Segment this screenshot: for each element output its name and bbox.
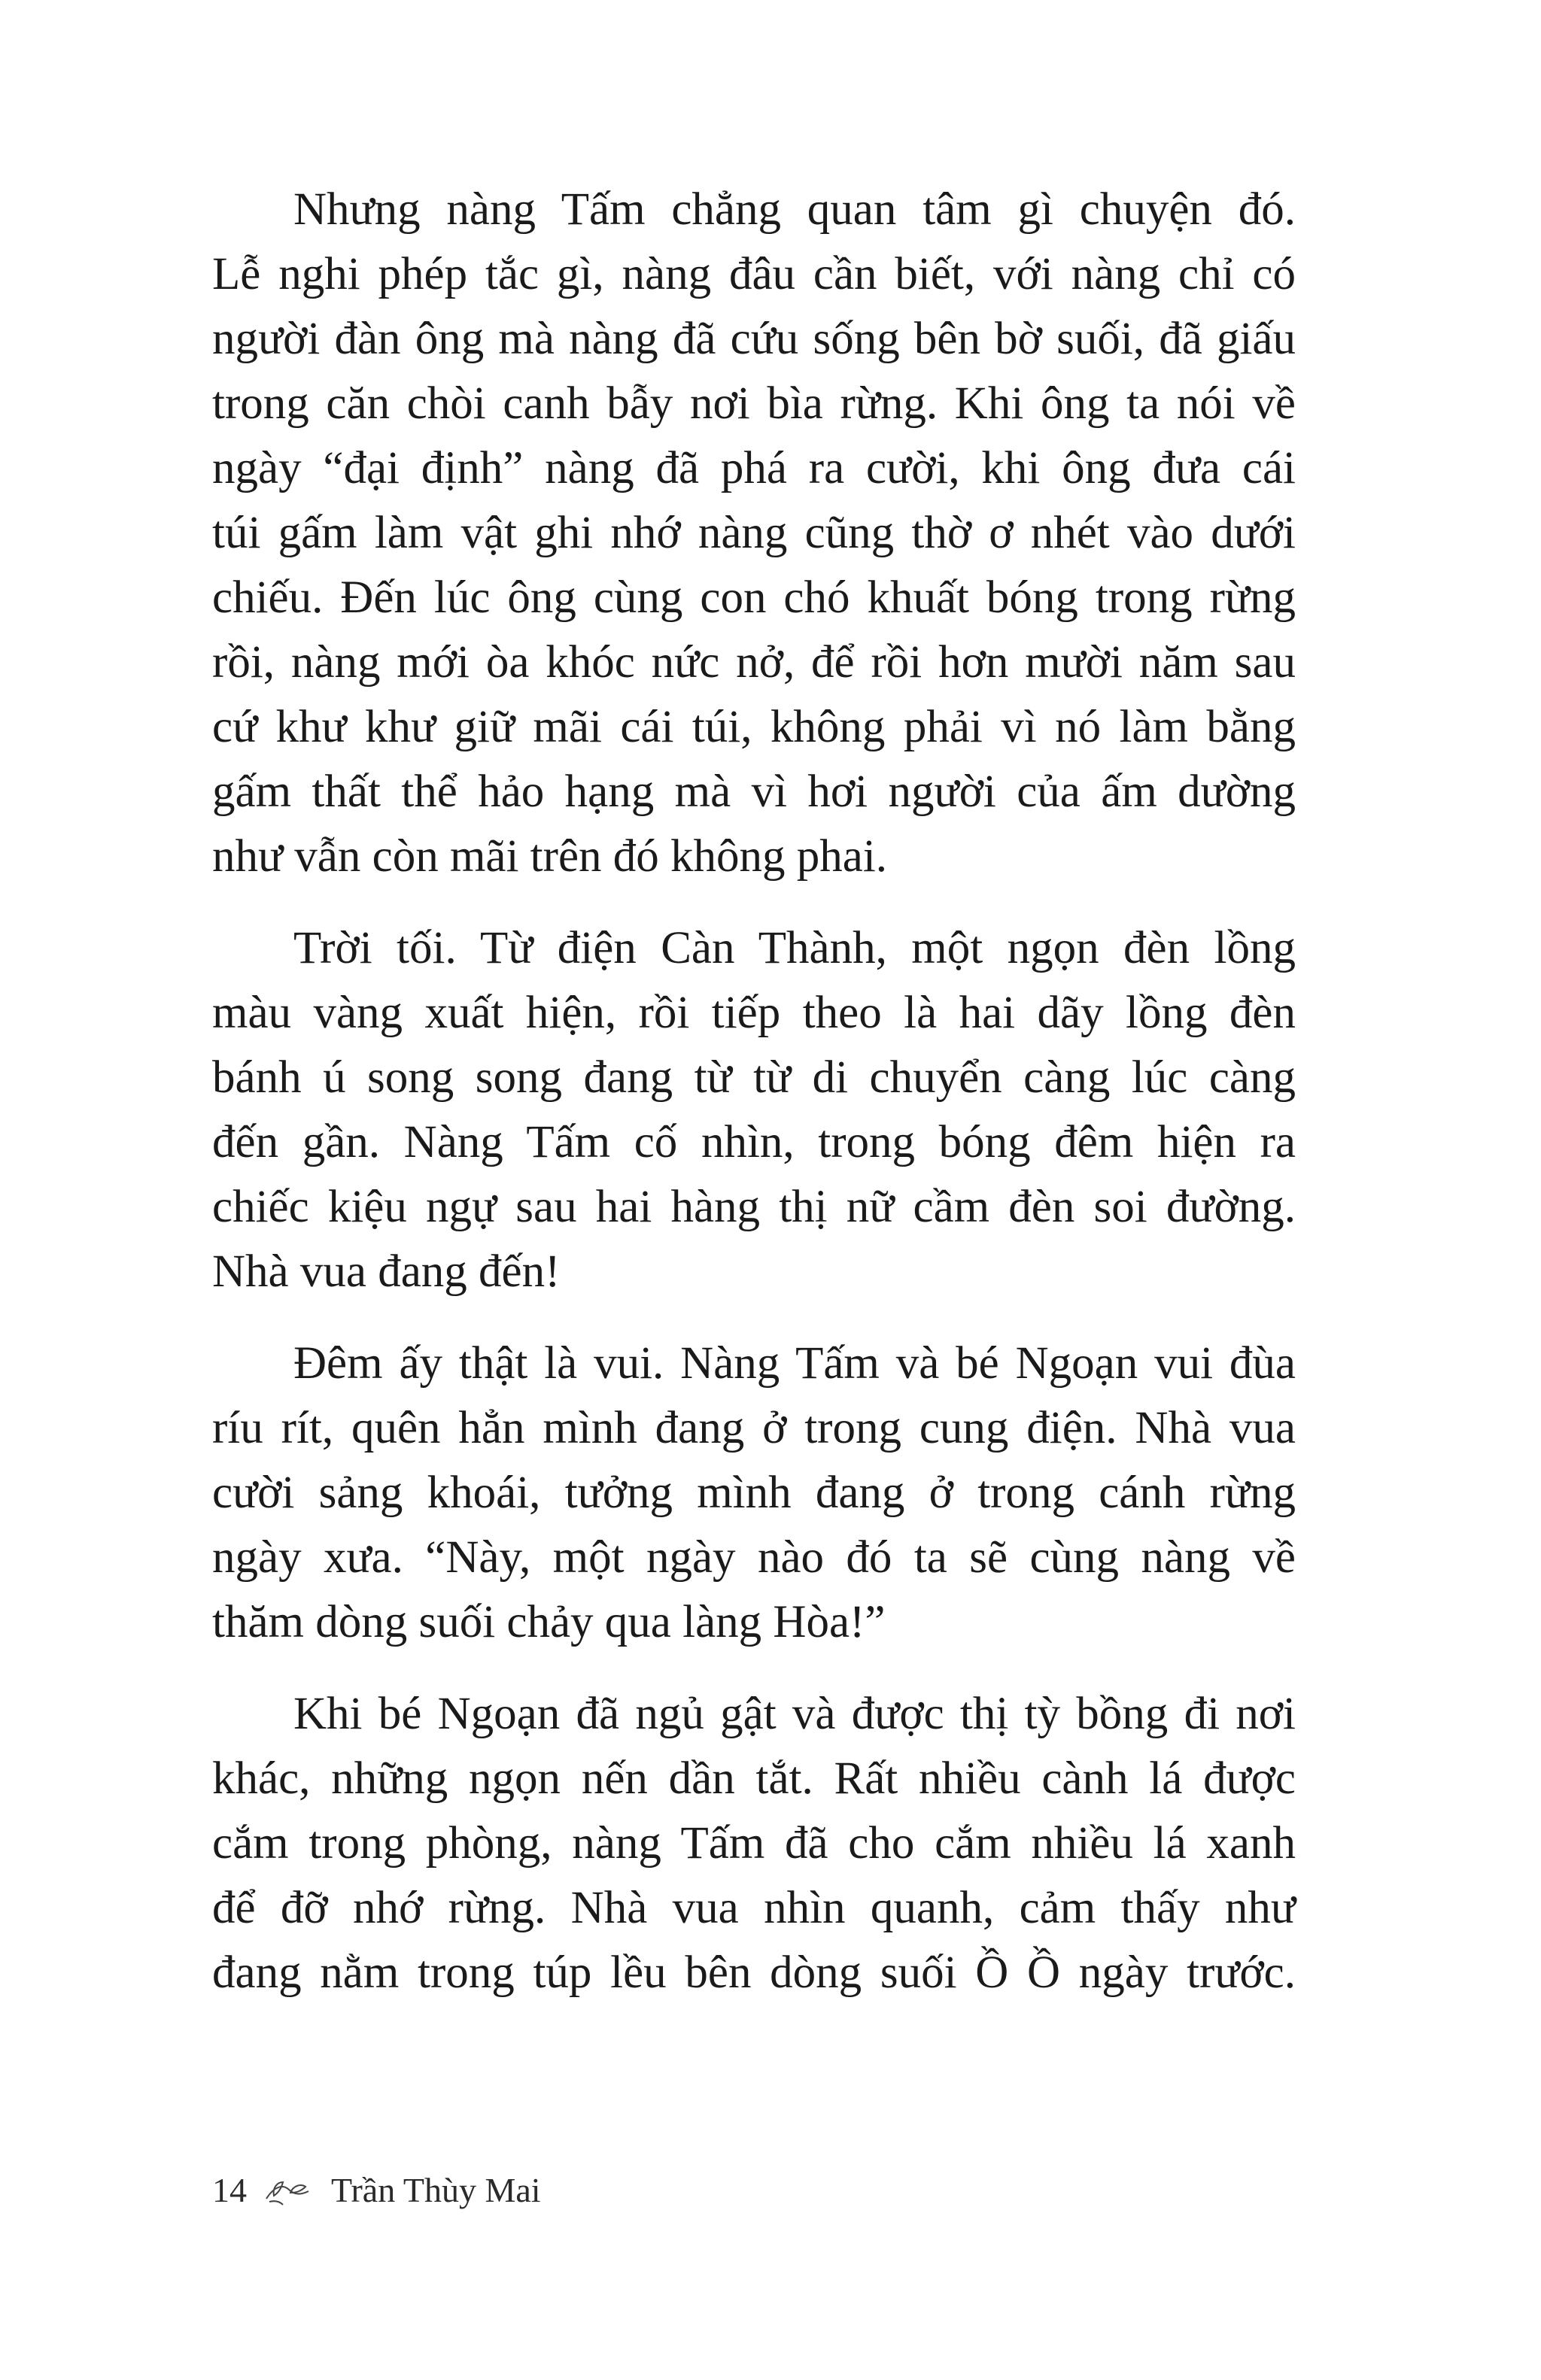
paragraph-spacer	[212, 1655, 1296, 1682]
paragraph-line: thăm dòng suối chảy qua làng Hòa!”	[212, 1597, 886, 1647]
paragraph-line: bánh ú song song đang từ từ di chuyển càng lúc càng	[212, 1052, 1296, 1103]
paragraph-line: rồi, nàng mới òa khóc nức nở, để rồi hơn mười năm sau	[212, 637, 1296, 688]
paragraph-line: gấm thất thể hảo hạng mà vì hơi người của ấm dường	[212, 767, 1296, 817]
leaf-ornament-icon	[263, 2175, 312, 2205]
paragraph-spacer	[212, 1304, 1296, 1331]
paragraph-line: cắm trong phòng, nàng Tấm đã cho cắm nhiều lá xanh	[212, 1818, 1296, 1868]
paragraph-line: như vẫn còn mãi trên đó không phai.	[212, 831, 888, 882]
paragraph-3	[212, 1331, 1296, 1655]
paragraph-line: đến gần. Nàng Tấm cố nhìn, trong bóng đêm hiện ra	[212, 1117, 1296, 1167]
paragraph-1	[212, 178, 1296, 889]
paragraph-2	[212, 916, 1296, 1304]
paragraph-line: màu vàng xuất hiện, rồi tiếp theo là hai dãy lồng đèn	[212, 988, 1296, 1038]
paragraph-line: trong căn chòi canh bẫy nơi bìa rừng. Khi ông ta nói về	[212, 378, 1296, 429]
paragraph-line: đang nằm trong túp lều bên dòng suối Ồ Ồ ngày trước.	[212, 1947, 1296, 1998]
paragraph-line: Nhưng nàng Tấm chẳng quan tâm gì chuyện đó.	[293, 184, 1296, 235]
paragraph-line: chiếu. Đến lúc ông cùng con chó khuất bóng trong rừng	[212, 572, 1296, 623]
page-footer	[212, 2163, 541, 2216]
author-name: Trần Thùy Mai	[331, 2170, 541, 2209]
paragraph-line: túi gấm làm vật ghi nhớ nàng cũng thờ ơ nhét vào dưới	[212, 508, 1296, 558]
page-number: 14	[212, 2170, 247, 2209]
paragraph-line: khác, những ngọn nến dần tắt. Rất nhiều cành lá được	[212, 1753, 1296, 1804]
paragraph-line: ngày xưa. “Này, một ngày nào đó ta sẽ cùng nàng về	[212, 1532, 1296, 1583]
paragraph-spacer	[212, 889, 1296, 916]
paragraph-line: để đỡ nhớ rừng. Nhà vua nhìn quanh, cảm thấy như	[212, 1883, 1296, 1933]
paragraph-line: Trời tối. Từ điện Càn Thành, một ngọn đèn lồng	[293, 923, 1296, 973]
paragraph-line: người đàn ông mà nàng đã cứu sống bên bờ suối, đã giấu	[212, 314, 1296, 364]
paragraph-line: Khi bé Ngoạn đã ngủ gật và được thị tỳ bồng đi nơi	[293, 1689, 1296, 1739]
paragraph-4	[212, 1682, 1296, 2005]
paragraph-line: Nhà vua đang đến!	[212, 1246, 561, 1297]
body-text	[212, 178, 1296, 2005]
paragraph-line: ríu rít, quên hẳn mình đang ở trong cung điện. Nhà vua	[212, 1403, 1296, 1453]
paragraph-line: chiếc kiệu ngự sau hai hàng thị nữ cầm đèn soi đường.	[212, 1182, 1296, 1232]
paragraph-line: Lễ nghi phép tắc gì, nàng đâu cần biết, với nàng chỉ có	[212, 249, 1296, 299]
paragraph-line: cười sảng khoái, tưởng mình đang ở trong cánh rừng	[212, 1468, 1296, 1518]
paragraph-line: cứ khư khư giữ mãi cái túi, không phải vì nó làm bằng	[212, 702, 1296, 752]
paragraph-line: Đêm ấy thật là vui. Nàng Tấm và bé Ngoạn vui đùa	[293, 1338, 1296, 1389]
paragraph-line: ngày “đại định” nàng đã phá ra cười, khi ông đưa cái	[212, 443, 1296, 493]
